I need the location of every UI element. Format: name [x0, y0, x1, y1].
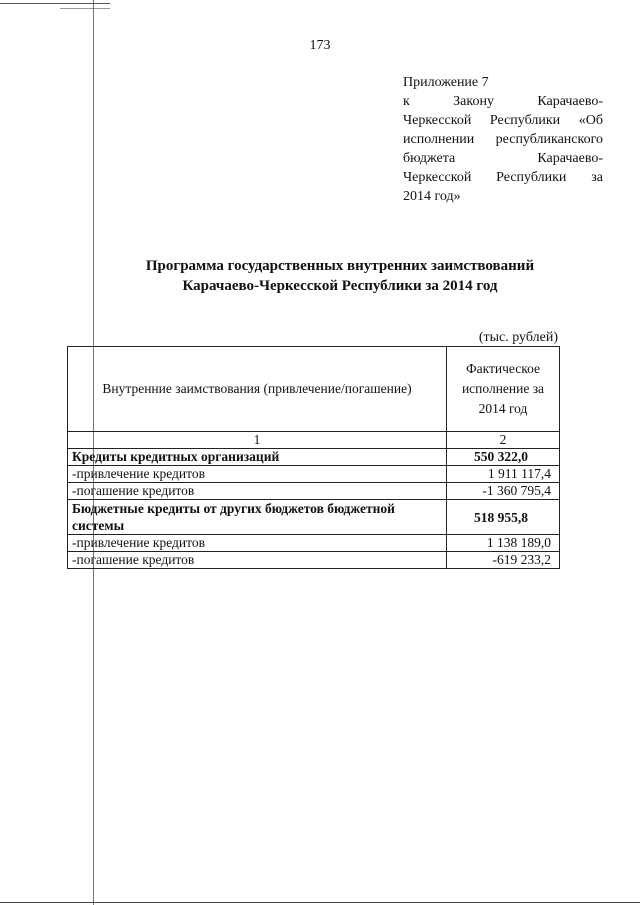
table-header-row — [68, 347, 560, 432]
row-value: -1 360 795,4 — [447, 483, 560, 500]
table-row — [68, 500, 560, 535]
row-value: 1 911 117,4 — [447, 466, 560, 483]
table-row — [68, 483, 560, 500]
row-label: -привлечение кредитов — [68, 535, 447, 552]
column-number-row — [68, 432, 560, 449]
row-value: 518 955,8 — [447, 500, 560, 535]
row-value: 1 138 189,0 — [447, 535, 560, 552]
document-title — [60, 256, 620, 296]
column-number: 1 — [68, 432, 447, 449]
appendix-line: Приложение 7 — [403, 75, 489, 90]
row-label: Бюджетные кредиты от других бюджетов бюджетной системы — [68, 500, 447, 535]
column-number: 2 — [447, 432, 560, 449]
table-row — [68, 552, 560, 569]
title-line-2: Карачаево-Черкесской Республики за 2014 год — [182, 278, 498, 294]
table-row — [68, 449, 560, 466]
table-row — [68, 466, 560, 483]
row-value: -619 233,2 — [447, 552, 560, 569]
row-value: 550 322,0 — [447, 449, 560, 466]
scan-artifact-bottom — [0, 902, 640, 903]
row-label: -привлечение кредитов — [68, 466, 447, 483]
appendix-line: к Закону Карачаево- — [403, 94, 603, 109]
row-label: -погашение кредитов — [68, 552, 447, 569]
appendix-line: Черкесской Республики «Об — [403, 113, 603, 128]
appendix-line: Черкесской Республики за — [403, 170, 603, 185]
scan-artifact-top-short — [60, 8, 110, 9]
page-number: 173 — [309, 38, 331, 53]
appendix-note — [403, 73, 603, 206]
table-row — [68, 535, 560, 552]
appendix-line: исполнении республиканского — [403, 132, 603, 147]
appendix-line: 2014 год» — [403, 189, 461, 204]
header-actual-execution: Фактическое исполнение за 2014 год — [447, 347, 560, 432]
header-borrowings: Внутренние заимствования (привлечение/погашение) — [68, 347, 447, 432]
row-label: -погашение кредитов — [68, 483, 447, 500]
units-label: (тыс. рублей) — [478, 330, 558, 345]
borrowing-table — [67, 346, 560, 569]
title-line-1: Программа государственных внутренних заимствований — [145, 258, 535, 274]
row-label: Кредиты кредитных организаций — [68, 449, 447, 466]
appendix-line: бюджета Карачаево- — [403, 151, 603, 166]
